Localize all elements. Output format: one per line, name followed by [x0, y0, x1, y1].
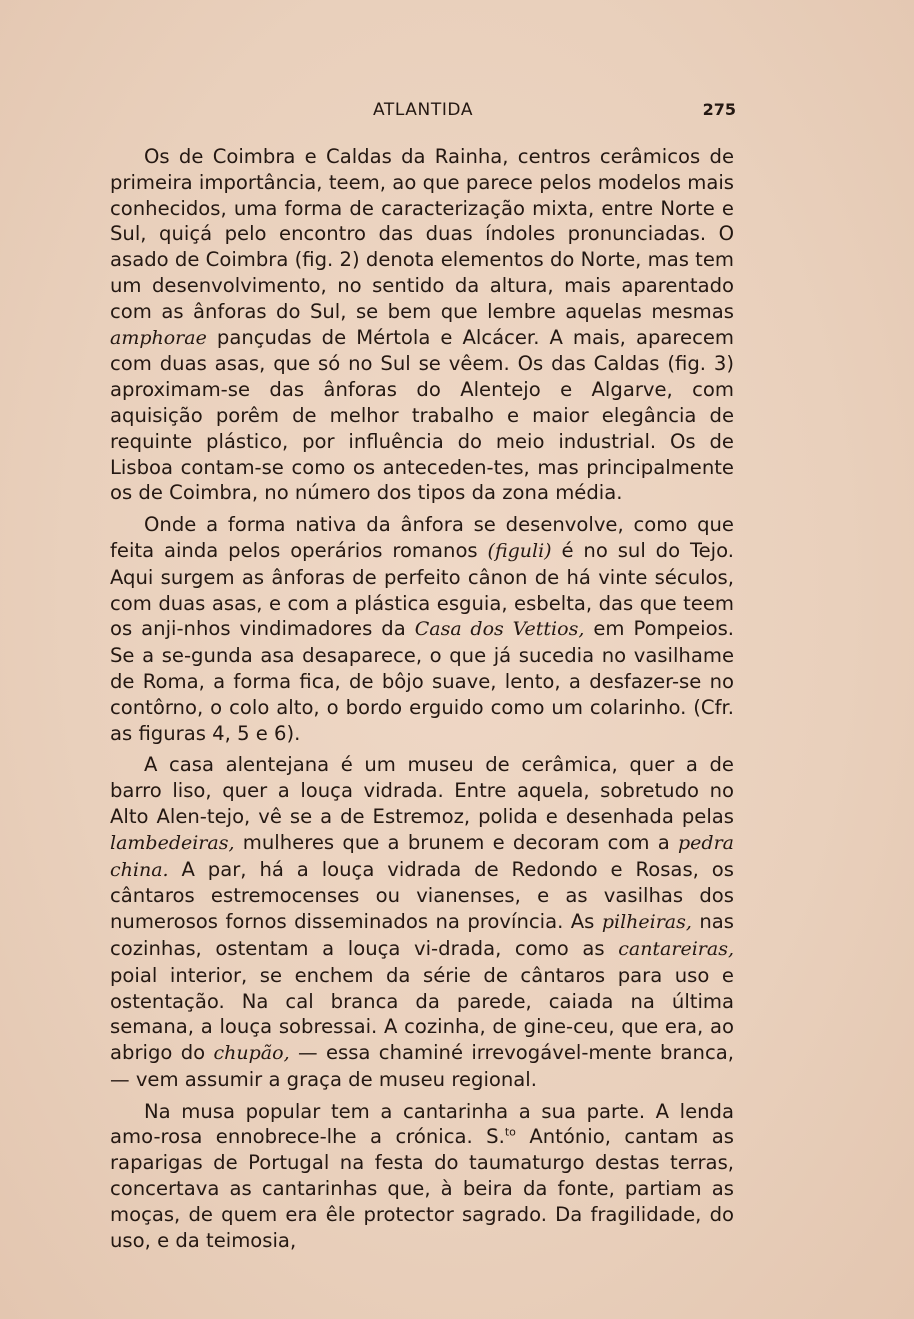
- italic-term: pilheiras,: [601, 911, 692, 934]
- text-run: António, cantam as raparigas de Portugal na festa do taumaturgo destas terras, concertava as cantarinhas que, à beira da fonte, partiam as moças, de quem era êle protector sagrado. Da fragilidade, do uso, e da teimosia,: [110, 1125, 734, 1252]
- text-run: Onde a forma nativa da ânfora se desenvolve, como que feita ainda pelos operários romanos: [110, 513, 734, 562]
- text-run: nas cozinhas, ostentam a louça vi-drada, como as: [110, 910, 734, 960]
- text-run: A par, há a louça vidrada de Redondo e Rosas, os cântaros estremocenses ou vianenses, e as vasilhas dos numerosos fornos disseminados na província. As: [110, 857, 734, 934]
- text-run: A casa alentejana é um museu de cerâmica, quer a de barro liso, quer a louça vidrada. Entre aquela, sobretudo no Alto Alen-tejo, vê se a de Estremoz, polida e desenhada pelas: [110, 753, 734, 828]
- paragraph: [110, 144, 734, 506]
- text-run: — essa chaminé irrevogável-mente branca, — vem assumir a graça de museu regional.: [110, 1041, 734, 1091]
- page-number: 275: [702, 100, 736, 119]
- italic-term: (figuli): [487, 539, 552, 562]
- text-run: poial interior, se enchem da série de cântaros para uso e ostentação. Na cal branca da parede, caiada na última semana, a louça sobressai. A cozinha, de gine-ceu, que era, ao abrigo do: [110, 963, 734, 1065]
- italic-term: amphorae: [110, 326, 207, 349]
- text-run: Na musa popular tem a cantarinha a sua parte. A lenda amo-rosa ennobrece-lhe a crónica. S.: [110, 1099, 734, 1149]
- running-head: [110, 97, 736, 125]
- paragraph: [110, 752, 734, 1092]
- italic-term: pedra china.: [110, 831, 734, 881]
- paragraph: [110, 512, 734, 746]
- text-run: pançudas de Mértola e Alcácer. A mais, aparecem com duas asas, que só no Sul se vêem. Os das Caldas (fig. 3) aproximam-se das ânforas do Alentejo e Algarve, com aquisição porêm de melhor trabalho e maior elegância de requinte plástico, por influência do meio industrial. Os de Lisboa contam-se como os anteceden-tes, mas principalmente os de Coimbra, no número dos tipos da zona média.: [110, 325, 734, 505]
- text-run: é no sul do Tejo. Aqui surgem as ânforas de perfeito cânon de há vinte séculos, com duas asas, e com a plástica esguia, esbelta, das que teem os anji-nhos vindimadores da: [110, 538, 734, 641]
- text-run: mulheres que a brunem e decoram com a: [234, 830, 679, 854]
- text-run: em Pompeios. Se a se-gunda asa desaparece, o que já sucedia no vasilhame de Roma, a forma fica, de bôjo suave, lento, a desfazer-se no contôrno, o colo alto, o bordo erguido como um colarinho. (Cfr. as figuras 4, 5 e 6).: [110, 617, 735, 745]
- paragraph: [110, 1099, 734, 1254]
- italic-term: chupão,: [213, 1042, 290, 1065]
- text-run: Os de Coimbra e Caldas da Rainha, centros cerâmicos de primeira importância, teem, ao que parece pelos modelos mais conhecidos, uma forma de caracterização mixta, entre Norte e Sul, quiçá pelo encontro das duas índoles pronunciadas. O asado de Coimbra (fig. 2) denota elementos do Norte, mas tem um desenvolvimento, no sentido da altura, mais aparentado com as ânforas do Sul, se bem que lembre aquelas mesmas: [110, 145, 734, 323]
- italic-term: lambedeiras,: [110, 831, 235, 854]
- superscript: to: [504, 1125, 516, 1139]
- italic-term: Casa dos Vettios,: [414, 618, 585, 641]
- body-text: [110, 144, 734, 1259]
- italic-term: cantareiras,: [618, 937, 734, 960]
- running-head-title: ATLANTIDA: [372, 100, 474, 120]
